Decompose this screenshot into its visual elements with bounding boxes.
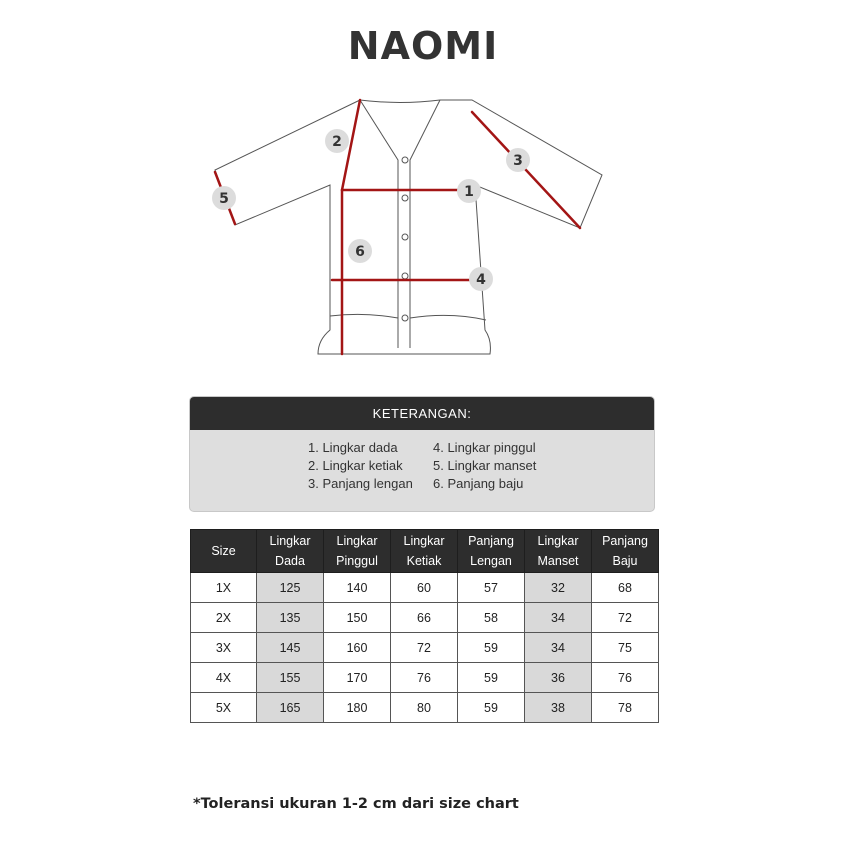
legend-item: 4. Lingkar pinggul xyxy=(433,440,536,455)
table-cell: 59 xyxy=(458,693,525,723)
legend-item: 1. Lingkar dada xyxy=(308,440,398,455)
size-chart-table xyxy=(190,529,659,723)
cardigan-diagram xyxy=(200,92,620,364)
neckline xyxy=(360,100,440,103)
button xyxy=(402,315,408,321)
table-cell: 68 xyxy=(592,573,659,603)
size-cell: 1X xyxy=(191,573,257,603)
table-cell: 125 xyxy=(257,573,324,603)
size-cell: 2X xyxy=(191,603,257,633)
table-cell: 72 xyxy=(391,633,458,663)
header-line: Lingkar xyxy=(336,534,378,548)
table-cell: 58 xyxy=(458,603,525,633)
header-line: Panjang xyxy=(468,534,514,548)
table-cell: 34 xyxy=(525,633,592,663)
column-header-chest xyxy=(257,530,324,573)
column-header-armhole xyxy=(391,530,458,573)
table-cell: 57 xyxy=(458,573,525,603)
header-line: Baju xyxy=(612,554,638,568)
table-cell: 36 xyxy=(525,663,592,693)
marker-4-label: 4 xyxy=(476,272,486,288)
table-cell: 76 xyxy=(391,663,458,693)
table-cell: 165 xyxy=(257,693,324,723)
table-cell: 140 xyxy=(324,573,391,603)
table-cell: 34 xyxy=(525,603,592,633)
table-cell: 135 xyxy=(257,603,324,633)
column-header-sleeve-length xyxy=(458,530,525,573)
legend-box xyxy=(189,396,655,512)
left-front-edge xyxy=(360,100,398,348)
legend-item: 3. Panjang lengan xyxy=(308,476,413,491)
column-header-cuff xyxy=(525,530,592,573)
table-cell: 80 xyxy=(391,693,458,723)
button xyxy=(402,234,408,240)
legend-item: 5. Lingkar manset xyxy=(433,458,537,473)
header-line: Manset xyxy=(537,554,579,568)
table-cell: 60 xyxy=(391,573,458,603)
header-line: Ketiak xyxy=(406,554,442,568)
table-header-row xyxy=(191,530,659,573)
header-line: Lingkar xyxy=(403,534,445,548)
measure-line-sleeve xyxy=(472,112,580,228)
table-cell: 76 xyxy=(592,663,659,693)
table-cell: 170 xyxy=(324,663,391,693)
hem-band-left xyxy=(330,314,398,318)
legend-item: 6. Panjang baju xyxy=(433,476,524,491)
column-header-body-length xyxy=(592,530,659,573)
table-cell: 75 xyxy=(592,633,659,663)
table-body xyxy=(191,573,659,723)
legend-header: KETERANGAN: xyxy=(190,397,654,430)
column-header-hip xyxy=(324,530,391,573)
size-cell: 3X xyxy=(191,633,257,663)
button xyxy=(402,195,408,201)
header-line: Lingkar xyxy=(537,534,579,548)
legend-item: 2. Lingkar ketiak xyxy=(308,458,403,473)
table-cell: 78 xyxy=(592,693,659,723)
table-cell: 59 xyxy=(458,663,525,693)
marker-5-label: 5 xyxy=(219,191,229,207)
button xyxy=(402,273,408,279)
garment-outline xyxy=(215,100,602,354)
header-line: Lingkar xyxy=(269,534,311,548)
table-cell: 38 xyxy=(525,693,592,723)
size-cell: 4X xyxy=(191,663,257,693)
hem-band-right xyxy=(410,315,486,320)
table-cell: 145 xyxy=(257,633,324,663)
table-row xyxy=(191,633,659,663)
table-cell: 59 xyxy=(458,633,525,663)
marker-6-label: 6 xyxy=(355,244,365,260)
marker-3-label: 3 xyxy=(513,153,523,169)
header-line: Panjang xyxy=(602,534,648,548)
table-row xyxy=(191,603,659,633)
table-cell: 72 xyxy=(592,603,659,633)
table-cell: 180 xyxy=(324,693,391,723)
table-cell: 155 xyxy=(257,663,324,693)
marker-2-label: 2 xyxy=(332,134,342,150)
table-cell: 66 xyxy=(391,603,458,633)
legend-list xyxy=(308,440,558,492)
table-cell: 160 xyxy=(324,633,391,663)
header-line: Lengan xyxy=(470,554,512,568)
table-row xyxy=(191,693,659,723)
tolerance-note: *Toleransi ukuran 1-2 cm dari size chart xyxy=(193,796,519,812)
page-title: NAOMI xyxy=(347,24,499,68)
right-front-edge xyxy=(410,100,440,348)
marker-1-label: 1 xyxy=(464,184,474,200)
table-cell: 150 xyxy=(324,603,391,633)
header-line: Dada xyxy=(275,554,305,568)
button xyxy=(402,157,408,163)
header-line: Size xyxy=(211,544,236,558)
table-cell: 32 xyxy=(525,573,592,603)
size-cell: 5X xyxy=(191,693,257,723)
column-header-size xyxy=(191,530,257,573)
header-line: Pinggul xyxy=(336,554,378,568)
table-row xyxy=(191,573,659,603)
table-row xyxy=(191,663,659,693)
